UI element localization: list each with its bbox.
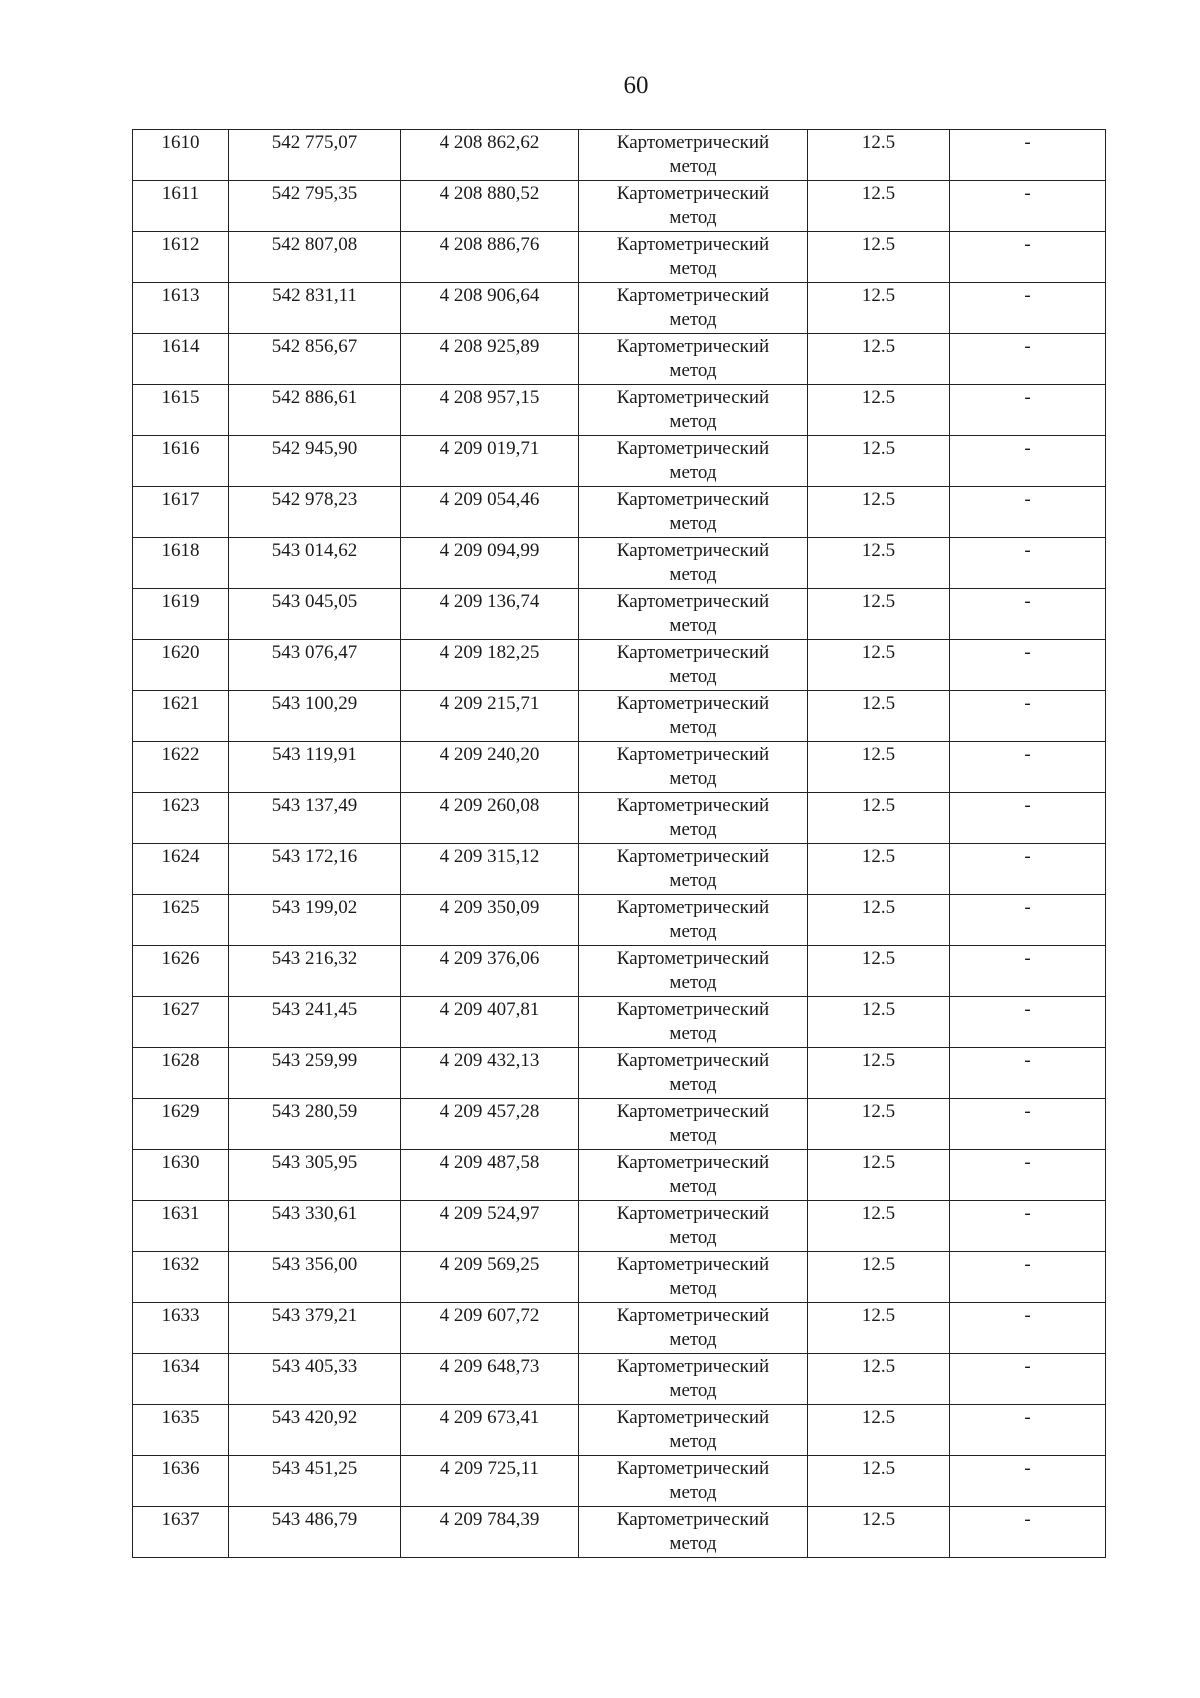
method-cell bbox=[579, 130, 808, 181]
method-cell bbox=[579, 232, 808, 283]
point-number-cell: 1623 bbox=[133, 793, 229, 844]
y-coordinate-cell: 4 209 432,13 bbox=[401, 1048, 579, 1099]
method-line-2: метод bbox=[669, 207, 717, 228]
accuracy-cell: 12.5 bbox=[808, 1252, 950, 1303]
point-number-cell: 1615 bbox=[133, 385, 229, 436]
description-cell: - bbox=[950, 334, 1106, 385]
point-number-cell: 1620 bbox=[133, 640, 229, 691]
description-cell: - bbox=[950, 1048, 1106, 1099]
y-coordinate-cell: 4 209 240,20 bbox=[401, 742, 579, 793]
point-number-cell: 1634 bbox=[133, 1354, 229, 1405]
table-row bbox=[133, 691, 1106, 742]
x-coordinate-cell: 542 945,90 bbox=[229, 436, 401, 487]
table-row bbox=[133, 538, 1106, 589]
method-cell bbox=[579, 895, 808, 946]
table-row bbox=[133, 487, 1106, 538]
y-coordinate-cell: 4 209 136,74 bbox=[401, 589, 579, 640]
method-cell bbox=[579, 436, 808, 487]
x-coordinate-cell: 543 137,49 bbox=[229, 793, 401, 844]
method-line-2: метод bbox=[669, 1278, 717, 1299]
x-coordinate-cell: 542 775,07 bbox=[229, 130, 401, 181]
description-cell: - bbox=[950, 1303, 1106, 1354]
method-line-1: Картометрический bbox=[616, 234, 770, 255]
description-cell: - bbox=[950, 895, 1106, 946]
method-cell bbox=[579, 181, 808, 232]
table-row bbox=[133, 844, 1106, 895]
y-coordinate-cell: 4 208 906,64 bbox=[401, 283, 579, 334]
table-row bbox=[133, 334, 1106, 385]
page-number: 60 bbox=[623, 72, 649, 99]
method-line-2: метод bbox=[669, 1431, 717, 1452]
method-cell bbox=[579, 1303, 808, 1354]
table-row bbox=[133, 997, 1106, 1048]
point-number-cell: 1630 bbox=[133, 1150, 229, 1201]
method-cell bbox=[579, 1252, 808, 1303]
table-body bbox=[133, 130, 1106, 1558]
description-cell: - bbox=[950, 1507, 1106, 1558]
table-row bbox=[133, 1507, 1106, 1558]
y-coordinate-cell: 4 209 182,25 bbox=[401, 640, 579, 691]
x-coordinate-cell: 543 241,45 bbox=[229, 997, 401, 1048]
y-coordinate-cell: 4 209 376,06 bbox=[401, 946, 579, 997]
y-coordinate-cell: 4 209 487,58 bbox=[401, 1150, 579, 1201]
y-coordinate-cell: 4 209 569,25 bbox=[401, 1252, 579, 1303]
method-line-2: метод bbox=[669, 258, 717, 279]
x-coordinate-cell: 543 356,00 bbox=[229, 1252, 401, 1303]
accuracy-cell: 12.5 bbox=[808, 691, 950, 742]
y-coordinate-cell: 4 208 862,62 bbox=[401, 130, 579, 181]
method-line-1: Картометрический bbox=[616, 1509, 770, 1530]
table-row bbox=[133, 1303, 1106, 1354]
y-coordinate-cell: 4 209 607,72 bbox=[401, 1303, 579, 1354]
method-cell bbox=[579, 1405, 808, 1456]
x-coordinate-cell: 543 486,79 bbox=[229, 1507, 401, 1558]
accuracy-cell: 12.5 bbox=[808, 1150, 950, 1201]
x-coordinate-cell: 542 856,67 bbox=[229, 334, 401, 385]
description-cell: - bbox=[950, 1354, 1106, 1405]
method-line-1: Картометрический bbox=[616, 999, 770, 1020]
x-coordinate-cell: 542 795,35 bbox=[229, 181, 401, 232]
method-line-2: метод bbox=[669, 1176, 717, 1197]
method-line-1: Картометрический bbox=[616, 1254, 770, 1275]
description-cell: - bbox=[950, 946, 1106, 997]
table-row bbox=[133, 1354, 1106, 1405]
y-coordinate-cell: 4 209 648,73 bbox=[401, 1354, 579, 1405]
y-coordinate-cell: 4 209 407,81 bbox=[401, 997, 579, 1048]
point-number-cell: 1629 bbox=[133, 1099, 229, 1150]
accuracy-cell: 12.5 bbox=[808, 487, 950, 538]
point-number-cell: 1627 bbox=[133, 997, 229, 1048]
accuracy-cell: 12.5 bbox=[808, 793, 950, 844]
method-line-2: метод bbox=[669, 921, 717, 942]
method-line-1: Картометрический bbox=[616, 744, 770, 765]
method-cell bbox=[579, 1201, 808, 1252]
point-number-cell: 1631 bbox=[133, 1201, 229, 1252]
method-cell bbox=[579, 691, 808, 742]
method-line-2: метод bbox=[669, 1380, 717, 1401]
method-line-1: Картометрический bbox=[616, 897, 770, 918]
x-coordinate-cell: 542 807,08 bbox=[229, 232, 401, 283]
table-row bbox=[133, 232, 1106, 283]
method-line-2: метод bbox=[669, 615, 717, 636]
y-coordinate-cell: 4 209 019,71 bbox=[401, 436, 579, 487]
x-coordinate-cell: 543 119,91 bbox=[229, 742, 401, 793]
method-line-2: метод bbox=[669, 768, 717, 789]
description-cell: - bbox=[950, 1456, 1106, 1507]
table-row bbox=[133, 946, 1106, 997]
method-line-1: Картометрический bbox=[616, 846, 770, 867]
point-number-cell: 1628 bbox=[133, 1048, 229, 1099]
accuracy-cell: 12.5 bbox=[808, 997, 950, 1048]
table-row bbox=[133, 1150, 1106, 1201]
x-coordinate-cell: 542 831,11 bbox=[229, 283, 401, 334]
accuracy-cell: 12.5 bbox=[808, 334, 950, 385]
description-cell: - bbox=[950, 691, 1106, 742]
y-coordinate-cell: 4 209 457,28 bbox=[401, 1099, 579, 1150]
x-coordinate-cell: 543 172,16 bbox=[229, 844, 401, 895]
point-number-cell: 1617 bbox=[133, 487, 229, 538]
point-number-cell: 1611 bbox=[133, 181, 229, 232]
description-cell: - bbox=[950, 1405, 1106, 1456]
table-row bbox=[133, 181, 1106, 232]
y-coordinate-cell: 4 209 673,41 bbox=[401, 1405, 579, 1456]
accuracy-cell: 12.5 bbox=[808, 130, 950, 181]
x-coordinate-cell: 543 451,25 bbox=[229, 1456, 401, 1507]
method-cell bbox=[579, 487, 808, 538]
method-line-1: Картометрический bbox=[616, 387, 770, 408]
accuracy-cell: 12.5 bbox=[808, 1048, 950, 1099]
x-coordinate-cell: 543 259,99 bbox=[229, 1048, 401, 1099]
method-cell bbox=[579, 844, 808, 895]
table-row bbox=[133, 283, 1106, 334]
method-cell bbox=[579, 385, 808, 436]
table-row bbox=[133, 1048, 1106, 1099]
description-cell: - bbox=[950, 385, 1106, 436]
table-row bbox=[133, 1456, 1106, 1507]
accuracy-cell: 12.5 bbox=[808, 844, 950, 895]
point-number-cell: 1622 bbox=[133, 742, 229, 793]
description-cell: - bbox=[950, 997, 1106, 1048]
method-line-1: Картометрический bbox=[616, 336, 770, 357]
method-line-1: Картометрический bbox=[616, 438, 770, 459]
table-row bbox=[133, 385, 1106, 436]
y-coordinate-cell: 4 208 886,76 bbox=[401, 232, 579, 283]
method-cell bbox=[579, 997, 808, 1048]
method-line-1: Картометрический bbox=[616, 693, 770, 714]
description-cell: - bbox=[950, 181, 1106, 232]
y-coordinate-cell: 4 209 260,08 bbox=[401, 793, 579, 844]
y-coordinate-cell: 4 209 784,39 bbox=[401, 1507, 579, 1558]
method-line-1: Картометрический bbox=[616, 489, 770, 510]
method-line-1: Картометрический bbox=[616, 948, 770, 969]
method-cell bbox=[579, 1150, 808, 1201]
table-row bbox=[133, 1099, 1106, 1150]
y-coordinate-cell: 4 209 094,99 bbox=[401, 538, 579, 589]
point-number-cell: 1612 bbox=[133, 232, 229, 283]
table-row bbox=[133, 1201, 1106, 1252]
x-coordinate-cell: 543 216,32 bbox=[229, 946, 401, 997]
y-coordinate-cell: 4 209 350,09 bbox=[401, 895, 579, 946]
table-row bbox=[133, 436, 1106, 487]
accuracy-cell: 12.5 bbox=[808, 181, 950, 232]
method-cell bbox=[579, 1099, 808, 1150]
x-coordinate-cell: 542 886,61 bbox=[229, 385, 401, 436]
method-line-2: метод bbox=[669, 1074, 717, 1095]
method-line-1: Картометрический bbox=[616, 591, 770, 612]
method-cell bbox=[579, 793, 808, 844]
method-line-2: метод bbox=[669, 819, 717, 840]
x-coordinate-cell: 543 014,62 bbox=[229, 538, 401, 589]
method-cell bbox=[579, 1456, 808, 1507]
method-line-1: Картометрический bbox=[616, 285, 770, 306]
accuracy-cell: 12.5 bbox=[808, 946, 950, 997]
point-number-cell: 1610 bbox=[133, 130, 229, 181]
method-line-2: метод bbox=[669, 870, 717, 891]
accuracy-cell: 12.5 bbox=[808, 640, 950, 691]
point-number-cell: 1633 bbox=[133, 1303, 229, 1354]
y-coordinate-cell: 4 208 880,52 bbox=[401, 181, 579, 232]
method-cell bbox=[579, 742, 808, 793]
accuracy-cell: 12.5 bbox=[808, 742, 950, 793]
point-number-cell: 1625 bbox=[133, 895, 229, 946]
x-coordinate-cell: 543 305,95 bbox=[229, 1150, 401, 1201]
point-number-cell: 1635 bbox=[133, 1405, 229, 1456]
x-coordinate-cell: 543 045,05 bbox=[229, 589, 401, 640]
point-number-cell: 1637 bbox=[133, 1507, 229, 1558]
description-cell: - bbox=[950, 436, 1106, 487]
method-line-1: Картометрический bbox=[616, 642, 770, 663]
method-line-2: метод bbox=[669, 1533, 717, 1554]
method-cell bbox=[579, 1507, 808, 1558]
method-line-2: метод bbox=[669, 309, 717, 330]
method-line-1: Картометрический bbox=[616, 795, 770, 816]
description-cell: - bbox=[950, 1252, 1106, 1303]
table-row bbox=[133, 742, 1106, 793]
method-line-1: Картометрический bbox=[616, 1356, 770, 1377]
accuracy-cell: 12.5 bbox=[808, 1201, 950, 1252]
accuracy-cell: 12.5 bbox=[808, 1507, 950, 1558]
point-number-cell: 1619 bbox=[133, 589, 229, 640]
description-cell: - bbox=[950, 1201, 1106, 1252]
method-line-1: Картометрический bbox=[616, 1458, 770, 1479]
method-cell bbox=[579, 640, 808, 691]
method-line-2: метод bbox=[669, 462, 717, 483]
method-line-2: метод bbox=[669, 972, 717, 993]
method-cell bbox=[579, 334, 808, 385]
description-cell: - bbox=[950, 538, 1106, 589]
table-row bbox=[133, 640, 1106, 691]
accuracy-cell: 12.5 bbox=[808, 895, 950, 946]
accuracy-cell: 12.5 bbox=[808, 436, 950, 487]
method-line-2: метод bbox=[669, 1482, 717, 1503]
accuracy-cell: 12.5 bbox=[808, 589, 950, 640]
table-row bbox=[133, 895, 1106, 946]
method-cell bbox=[579, 946, 808, 997]
accuracy-cell: 12.5 bbox=[808, 232, 950, 283]
accuracy-cell: 12.5 bbox=[808, 1303, 950, 1354]
method-line-2: метод bbox=[669, 564, 717, 585]
method-line-1: Картометрический bbox=[616, 1152, 770, 1173]
point-number-cell: 1618 bbox=[133, 538, 229, 589]
description-cell: - bbox=[950, 487, 1106, 538]
method-line-1: Картометрический bbox=[616, 132, 770, 153]
point-number-cell: 1632 bbox=[133, 1252, 229, 1303]
coordinates-table bbox=[132, 129, 1106, 1558]
x-coordinate-cell: 543 379,21 bbox=[229, 1303, 401, 1354]
description-cell: - bbox=[950, 793, 1106, 844]
method-cell bbox=[579, 283, 808, 334]
table-row bbox=[133, 589, 1106, 640]
description-cell: - bbox=[950, 844, 1106, 895]
method-line-2: метод bbox=[669, 1125, 717, 1146]
description-cell: - bbox=[950, 589, 1106, 640]
point-number-cell: 1613 bbox=[133, 283, 229, 334]
table-row bbox=[133, 793, 1106, 844]
method-line-1: Картометрический bbox=[616, 183, 770, 204]
x-coordinate-cell: 543 199,02 bbox=[229, 895, 401, 946]
method-line-2: метод bbox=[669, 1227, 717, 1248]
method-line-1: Картометрический bbox=[616, 1407, 770, 1428]
method-line-2: метод bbox=[669, 513, 717, 534]
accuracy-cell: 12.5 bbox=[808, 538, 950, 589]
accuracy-cell: 12.5 bbox=[808, 1354, 950, 1405]
description-cell: - bbox=[950, 1150, 1106, 1201]
x-coordinate-cell: 542 978,23 bbox=[229, 487, 401, 538]
point-number-cell: 1624 bbox=[133, 844, 229, 895]
point-number-cell: 1614 bbox=[133, 334, 229, 385]
accuracy-cell: 12.5 bbox=[808, 385, 950, 436]
y-coordinate-cell: 4 209 215,71 bbox=[401, 691, 579, 742]
description-cell: - bbox=[950, 283, 1106, 334]
x-coordinate-cell: 543 420,92 bbox=[229, 1405, 401, 1456]
description-cell: - bbox=[950, 640, 1106, 691]
method-cell bbox=[579, 1354, 808, 1405]
y-coordinate-cell: 4 209 315,12 bbox=[401, 844, 579, 895]
y-coordinate-cell: 4 209 054,46 bbox=[401, 487, 579, 538]
x-coordinate-cell: 543 076,47 bbox=[229, 640, 401, 691]
description-cell: - bbox=[950, 1099, 1106, 1150]
table-row bbox=[133, 1252, 1106, 1303]
point-number-cell: 1616 bbox=[133, 436, 229, 487]
description-cell: - bbox=[950, 130, 1106, 181]
y-coordinate-cell: 4 209 725,11 bbox=[401, 1456, 579, 1507]
method-line-1: Картометрический bbox=[616, 1203, 770, 1224]
y-coordinate-cell: 4 209 524,97 bbox=[401, 1201, 579, 1252]
method-cell bbox=[579, 1048, 808, 1099]
method-line-2: метод bbox=[669, 1023, 717, 1044]
y-coordinate-cell: 4 208 957,15 bbox=[401, 385, 579, 436]
x-coordinate-cell: 543 280,59 bbox=[229, 1099, 401, 1150]
point-number-cell: 1621 bbox=[133, 691, 229, 742]
point-number-cell: 1626 bbox=[133, 946, 229, 997]
description-cell: - bbox=[950, 232, 1106, 283]
method-line-2: метод bbox=[669, 717, 717, 738]
method-line-2: метод bbox=[669, 1329, 717, 1350]
method-line-1: Картометрический bbox=[616, 1050, 770, 1071]
method-line-1: Картометрический bbox=[616, 1101, 770, 1122]
point-number-cell: 1636 bbox=[133, 1456, 229, 1507]
method-line-2: метод bbox=[669, 156, 717, 177]
method-cell bbox=[579, 538, 808, 589]
method-line-1: Картометрический bbox=[616, 1305, 770, 1326]
x-coordinate-cell: 543 100,29 bbox=[229, 691, 401, 742]
table-row bbox=[133, 1405, 1106, 1456]
method-cell bbox=[579, 589, 808, 640]
x-coordinate-cell: 543 330,61 bbox=[229, 1201, 401, 1252]
accuracy-cell: 12.5 bbox=[808, 283, 950, 334]
method-line-1: Картометрический bbox=[616, 540, 770, 561]
method-line-2: метод bbox=[669, 411, 717, 432]
y-coordinate-cell: 4 208 925,89 bbox=[401, 334, 579, 385]
method-line-2: метод bbox=[669, 666, 717, 687]
accuracy-cell: 12.5 bbox=[808, 1099, 950, 1150]
x-coordinate-cell: 543 405,33 bbox=[229, 1354, 401, 1405]
accuracy-cell: 12.5 bbox=[808, 1405, 950, 1456]
table-row bbox=[133, 130, 1106, 181]
description-cell: - bbox=[950, 742, 1106, 793]
method-line-2: метод bbox=[669, 360, 717, 381]
accuracy-cell: 12.5 bbox=[808, 1456, 950, 1507]
